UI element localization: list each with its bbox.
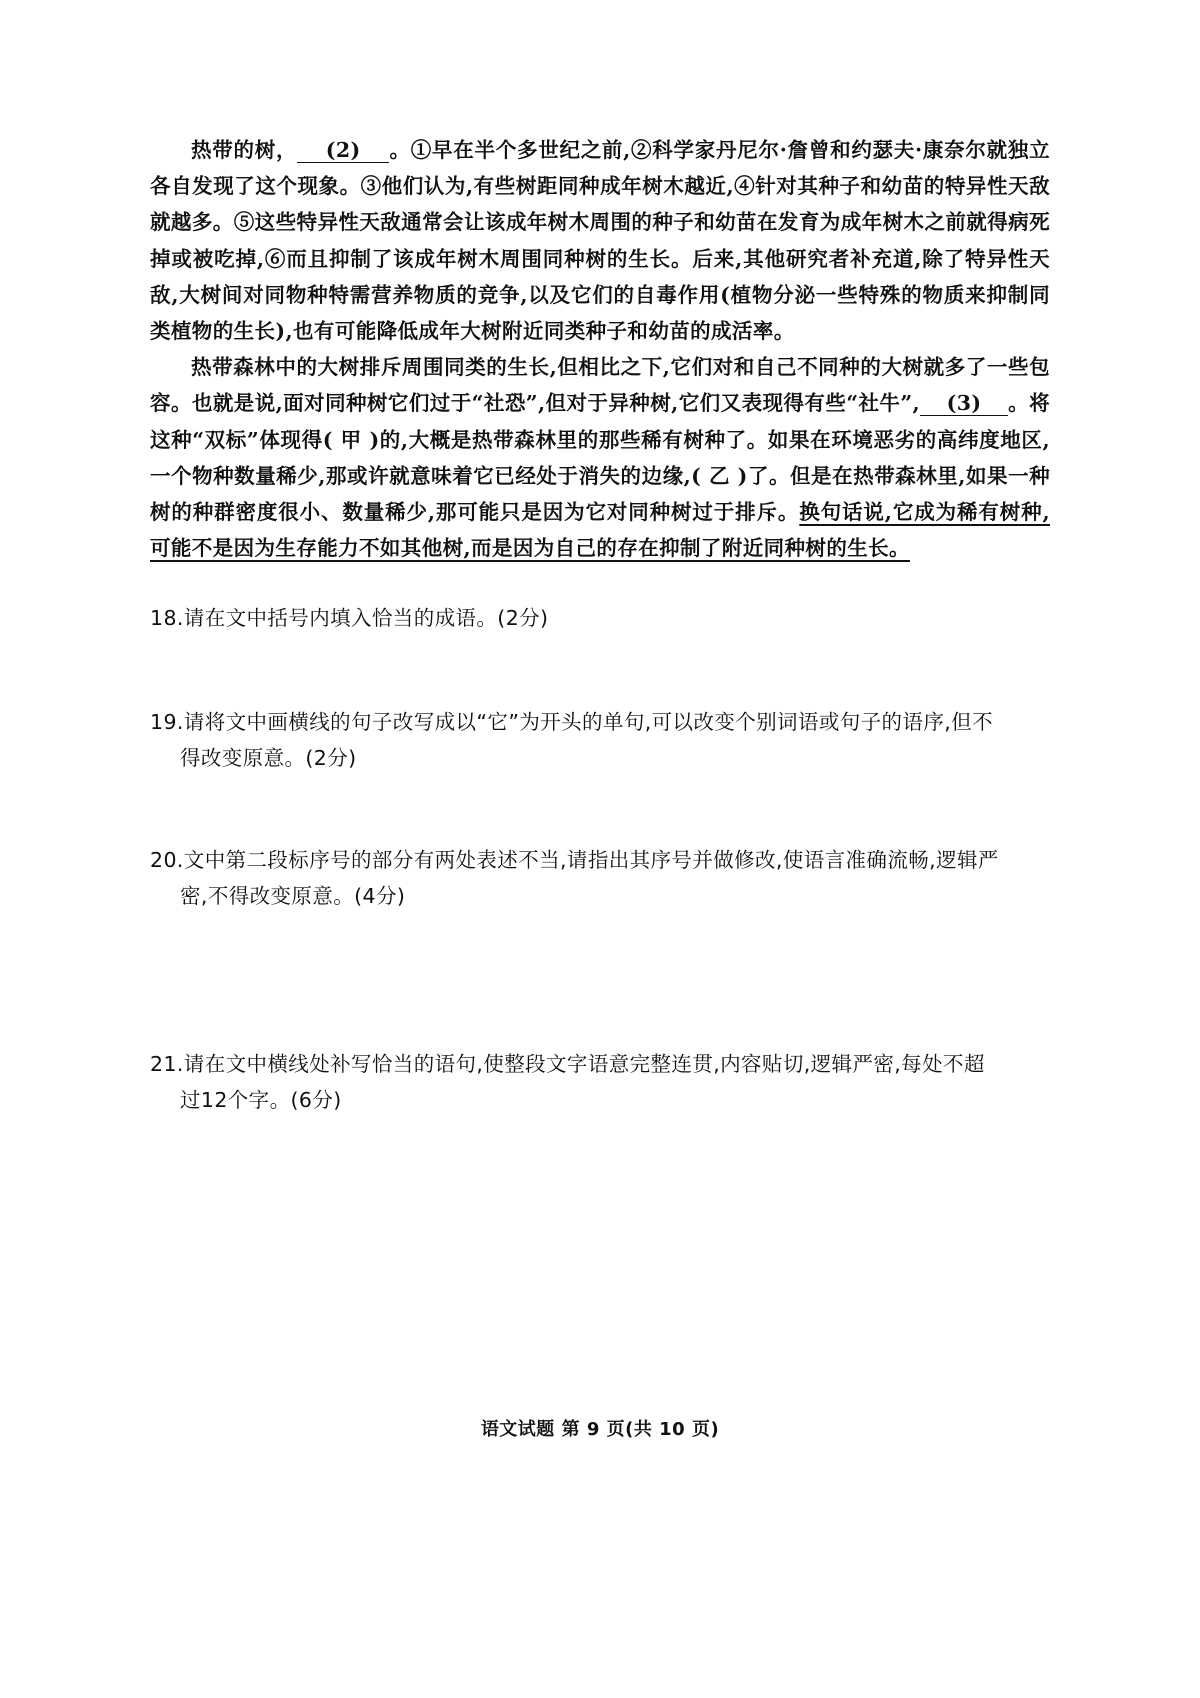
- page-footer: 语文试题 第 9 页(共 10 页): [480, 1419, 720, 1440]
- paragraph-2-body: 。将这种“双标”体现得( 甲 )的,大概是热带森林里的那些稀有树种了。如果在环境恶劣的高纬度地区,一个物种数量稀少,那或许就意味着它已经处于消失的边缘,( 乙 )了。但是在热带森林里,如果一种树的种群密度很小、数量稀少,那可能只是因为它对同种树过于排斥。: [150, 391, 1050, 525]
- reading-passage: [150, 132, 1050, 566]
- paragraph-2-lead: 热带森林中的大树排斥周围同类的生长,但相比之下,它们对和自己不同种的大树就多了一些包容。也就是说,面对同种树它们过于“社恐”,但对于异种树,它们又表现得有些“社牛”,: [150, 355, 1050, 416]
- question-20-text-line-1: 20.文中第二段标序号的部分有两处表述不当,请指出其序号并做修改,使语言准确流畅,逻辑严: [150, 848, 999, 872]
- question-21: [150, 1046, 1050, 1118]
- passage-paragraph-2: [150, 349, 1050, 566]
- passage-paragraph-1: [150, 132, 1050, 349]
- answer-blank-3: (3): [920, 391, 1008, 416]
- question-21-text-line-1: 21.请在文中横线处补写恰当的语句,使整段文字语意完整连贯,内容贴切,逻辑严密,每处不超: [150, 1052, 985, 1076]
- question-19-text-line-2: 得改变原意。(2分): [180, 746, 357, 770]
- question-21-text-line-2: 过12个字。(6分): [180, 1088, 342, 1112]
- question-18-text: 18.请在文中括号内填入恰当的成语。(2分): [150, 606, 549, 630]
- question-18: [150, 600, 1050, 636]
- question-19: [150, 704, 1050, 776]
- question-20-text-line-2: 密,不得改变原意。(4分): [180, 884, 406, 908]
- question-19-text-line-1: 19.请将文中画横线的句子改写成以“它”为开头的单句,可以改变个别词语或句子的语序,但不: [150, 710, 993, 734]
- underlined-sentence: 换句话说,它成为稀有树种,可能不是因为生存能力不如其他树,而是因为自己的存在抑制了附近同种树的生长。: [150, 500, 1050, 561]
- answer-blank-2: (2): [297, 138, 389, 163]
- paragraph-1-body: 。①早在半个多世纪之前,②科学家丹尼尔·詹曾和约瑟夫·康奈尔就独立各自发现了这个现象。③他们认为,有些树距同种成年树木越近,④针对其种子和幼苗的特异性天敌就越多。⑤这些特异性天敌通常会让该成年树木周围的种子和幼苗在发育为成年树木之前就得病死掉或被吃掉,⑥而且抑制了该成年树木周围同种树的生长。后来,其他研究者补充道,除了特异性天敌,大树间对同物种特需营养物质的竞争,以及它们的自毒作用(植物分泌一些特殊的物质来抑制同类植物的生长),也有可能降低成年大树附近同类种子和幼苗的成活率。: [150, 138, 1051, 344]
- paragraph-1-lead: 热带的树，: [191, 138, 298, 162]
- question-20: [150, 842, 1050, 914]
